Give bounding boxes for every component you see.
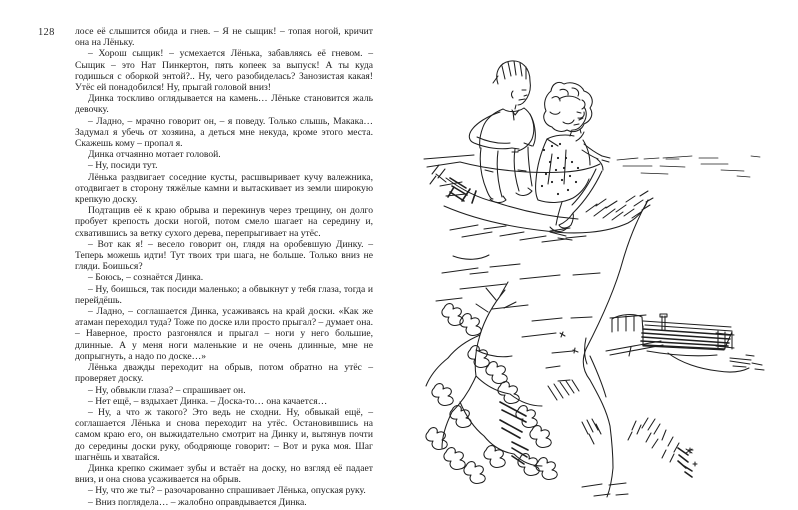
boy-feet — [490, 188, 532, 203]
paragraph: – Вниз поглядела… – жалобно оправдывается Динка. — [88, 496, 307, 508]
boy-trousers — [480, 147, 532, 199]
rowboat — [730, 358, 751, 367]
paragraph: Динка тоскливо оглядывается на камень… Лёньке становится жаль девочку. — [75, 93, 373, 116]
cliff-edge — [583, 200, 648, 497]
paragraph: – Ладно, – мрачно говорит он, – я поведу. Только слышь, Макака… Задумал я убечь от хозяина, а деться мне некуда, кроме этого места. Скажешь кому – пропал я. — [75, 115, 373, 150]
paragraph: – Ну, боишься, так посиди маленько; а обвыкнут у тебя глаза, тогда и перейдёшь. — [75, 283, 373, 306]
gangplank — [606, 341, 663, 356]
paragraph: – Ну, обвыкли глаза? – спрашивает он. — [88, 384, 246, 396]
paragraph: Динка крепко сжимает зубы и встаёт на доску, но взгляд её падает вниз, и она снова усаживается на обрыв. — [75, 462, 373, 486]
barge-cabin — [612, 315, 643, 332]
boy-figure — [469, 61, 535, 203]
paragraph: Лёнька раздвигает соседние кусты, расшвыривает кучу валежника, отодвигает в сторону тяжёлые камни и вытаскивает из земли широкую крепкую доску. — [75, 171, 373, 206]
barge — [606, 314, 734, 356]
paragraph: Подтащив её к краю обрыва и перекинув через трещину, он долго пробует крепость доски ногой, потом смело шагает на середину и, схватившись за ветку сухого дерева, перепрыгивает на утёс. — [75, 205, 373, 239]
paragraph: Динка отчаянно мотает головой. — [88, 149, 221, 161]
paragraph: – Боюсь, – сознаётся Динка. — [88, 272, 204, 284]
girl-leg — [572, 169, 602, 213]
boy-hair — [497, 61, 530, 84]
bush — [426, 282, 557, 483]
paragraph: – Ладно, – соглашается Динка, усаживаясь на край доски. «Как же атаман переходил туда? Тоже по доске или просто прыгал? – думает она. – Наверное, просто разгонялся и прыгал – ноги у него большие, длинные. А у меня ноги маленькие и не очень длинные, мне не допрыгнуть, а надо по доске…» — [75, 306, 373, 362]
dress-polka-dots — [541, 143, 579, 195]
paragraph: – Хорош сыщик! – усмехается Лёнька, забавляясь её гневом. – Сыщик – это Нат Пинкертон, пять копеек за выпуск! А ты куда годишься с оборкой энтой?.. Ну, чего разобиделась? Занозистая какая! Утёс ей понадобился! Ну, прыгай головой вниз! — [75, 48, 373, 94]
boy-shirt — [480, 108, 536, 148]
cliff-face — [436, 200, 697, 497]
paragraph: – Ну, посиди тут. — [88, 160, 158, 172]
cliff-illustration — [400, 50, 790, 505]
paragraph: лосе её слышится обида и гнев. – Я не сыщик! – топая ногой, кричит она на Лёньку. — [75, 26, 373, 49]
paragraph: – Вот как я! – весело говорит он, глядя на оробевшую Динку. – Теперь можешь идти! Тут твоих три шага, не больше. Только вниз не гляди. Боишься? — [75, 238, 373, 273]
boy-face — [518, 81, 530, 105]
paragraph: Лёнька дважды переходит на обрыв, потом обратно на утёс – проверяет доску. — [75, 362, 373, 385]
girl-figure — [536, 82, 610, 240]
shore — [668, 353, 764, 372]
girl-arm — [582, 144, 602, 159]
paragraph: – Ну, а что ж такого? Это ведь не сходни. Ну, обвыкай ещё, – соглашается Лёнька и снова переходит на утёс. Остановившись на самом краю его, он выжидательно смотрит на Динку и, вытянув почти до середины доски руку, ободряюще говорит: – Вот и рука моя. Шаг шагнёшь и хватайся. — [75, 406, 373, 463]
page-number: 128 — [38, 27, 55, 38]
text-column — [75, 26, 373, 508]
paragraph: – Ну, что же ты? – разочарованно спрашивает Лёнька, опуская руку. — [88, 485, 366, 497]
horizon-water — [617, 156, 760, 177]
paragraph: – Нет ещё, – вздыхает Динка. – Доска-то… она качается… — [88, 395, 328, 407]
ground-left — [424, 155, 476, 203]
